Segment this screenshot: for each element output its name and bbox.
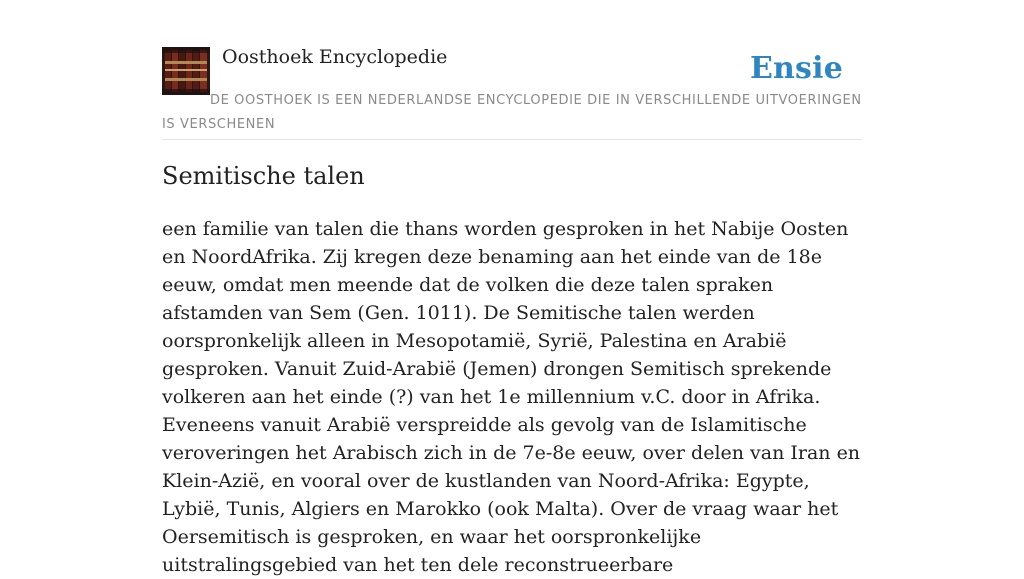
book-spines-icon[interactable] bbox=[162, 47, 210, 95]
article-body: een familie van talen die thans worden gesproken in het Nabije Oosten en NoordAfrika. Zij kregen deze benaming aan het einde van de 18e eeuw, omdat men meende dat de volken die deze talen spraken afstamden van Sem (Gen. 1011). De Semitische talen werden oorspronkelijk alleen in Mesopotamië, Syrië, Palestina en Arabië gesproken. Vanuit Zuid-Arabië (Jemen) drongen Semitisch sprekende volkeren aan het einde (?) van het 1e millennium v.C. door in Afrika. Eveneens vanuit Arabië verspreidde als gevolg van de Islamitische veroveringen het Arabisch zich in de 7e-8e eeuw, over delen van Iran en Klein-Azië, en vooral over de kustlanden van Noord-Afrika: Egypte, Lybië, Tunis, Algiers en Marokko (ook Malta). Over de vraag waar het Oersemitisch is gesproken, en waar het oorspronkelijke uitstralingsgebied van het ten dele reconstrueerbare bbox=[162, 218, 861, 576]
source-name-link[interactable]: Oosthoek Encyclopedie bbox=[222, 46, 448, 68]
source-tagline: DE OOSTHOEK IS EEN NEDERLANDSE ENCYCLOPEDIE DIE IN VERSCHILLENDE UITVOERINGEN IS VERSCHENEN bbox=[162, 93, 862, 132]
header-divider bbox=[162, 139, 862, 140]
article-title: Semitische talen bbox=[162, 162, 365, 190]
header bbox=[162, 0, 862, 140]
brand-logo[interactable]: Ensie bbox=[749, 51, 843, 86]
